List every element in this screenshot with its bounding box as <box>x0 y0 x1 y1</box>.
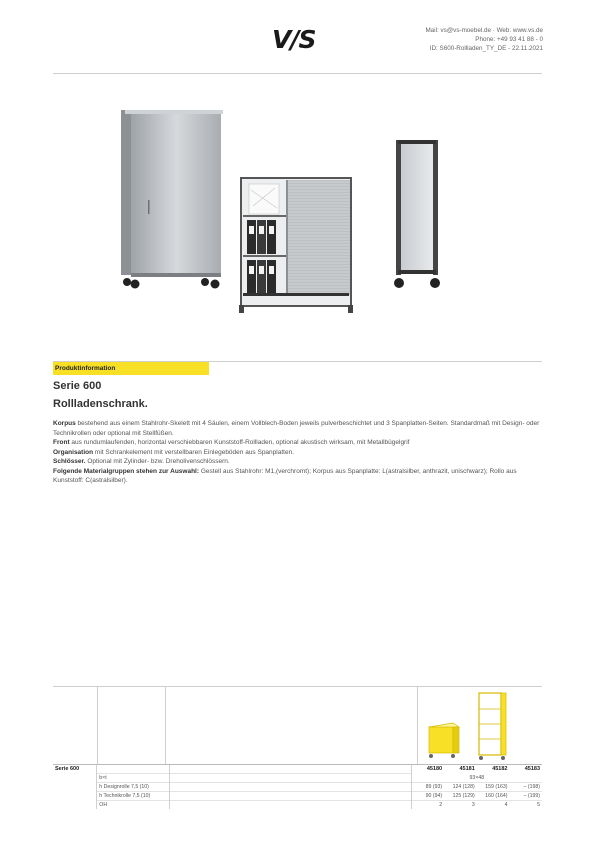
cabinet-small-icon <box>429 723 459 758</box>
table-cell: 2 <box>411 801 444 810</box>
spec-illustration-area <box>53 687 542 764</box>
table-cell: 125 (129) <box>444 792 477 801</box>
document-id: ID: S600-Rollladen_TY_DE - 22.11.2021 <box>429 45 543 52</box>
article-code: 45183 <box>509 765 542 774</box>
description-paragraph <box>53 438 545 448</box>
table-row <box>53 792 542 801</box>
empty-cell <box>169 774 411 783</box>
description-term: Korpus <box>53 420 76 427</box>
empty-cell <box>53 792 97 801</box>
row-label: OH <box>97 801 169 810</box>
table-row <box>53 801 542 810</box>
description-text: bestehend aus einem Stahlrohr-Skelett mit 4 Säulen, einem Vollblech-Boden jeweils pulverbeschichtet und 3 Spanplatten-Seiten. Standardmaß mit Design- oder Technikrollen oder optional mit Stellfüßen. <box>53 420 540 437</box>
table-row <box>53 783 542 792</box>
description-text: Gestell aus Stahlrohr: M1,(verchromt); Korpus aus Spanplatte: L(astralsilber, anthrazit, unischwarz); Rollo aus Kunststoff: C(astralsilber). <box>53 467 517 484</box>
table-cell: 124 (128) <box>444 783 477 792</box>
row-label: h Designrolle 7,5 (10) <box>97 783 169 792</box>
row-label: b×t <box>97 774 169 783</box>
contact-phone: Phone: +49 93 41 88 - 0 <box>475 36 543 43</box>
cabinet-closed-image <box>121 110 223 289</box>
product-images <box>53 100 542 320</box>
description-term: Schlösser. <box>53 458 86 465</box>
table-cell: 90 (94) <box>411 792 444 801</box>
description-term: Folgende Materialgruppen stehen zur Auswahl: <box>53 467 200 475</box>
cabinet-open-image <box>239 178 353 313</box>
article-code: 45180 <box>411 765 444 774</box>
description-paragraph <box>53 419 545 438</box>
empty-cell <box>169 765 411 774</box>
column-divider <box>417 687 418 764</box>
empty-cell <box>53 774 97 783</box>
table-row <box>53 774 542 783</box>
empty-cell <box>53 783 97 792</box>
table-cell: – (199) <box>509 792 542 801</box>
row-label: h Technikrolle 7,5 (10) <box>97 792 169 801</box>
series-title: Serie 600 <box>53 380 102 392</box>
empty-cell <box>53 801 97 810</box>
description-text: Optional mit Zylinder- bzw. Dreholivenschlössern. <box>85 458 230 465</box>
series-cell: Serie 600 <box>53 765 97 774</box>
table-cell: 4 <box>477 801 510 810</box>
table-cell: 160 (164) <box>477 792 510 801</box>
empty-cell <box>169 783 411 792</box>
contact-mail-web: Mail: vs@vs-moebel.de · Web: www.vs.de <box>425 27 543 34</box>
spec-table <box>53 764 542 809</box>
description-paragraph <box>53 448 545 458</box>
description-text: aus rundumlaufenden, horizontal verschiebbaren Kunststoff-Rollladen, optional akustisch wirksam, mit Metallbügelgrif <box>69 439 410 446</box>
empty-cell <box>97 765 169 774</box>
column-divider <box>165 687 166 764</box>
description-term: Organisation <box>53 448 94 456</box>
spec-table-block <box>53 686 542 809</box>
description-paragraph <box>53 457 545 467</box>
article-code: 45181 <box>444 765 477 774</box>
column-divider <box>97 687 98 764</box>
header-divider <box>53 73 542 74</box>
spec-header-row <box>53 765 542 774</box>
dimension-value: 93×48 <box>411 774 542 783</box>
product-title: Rollladenschrank. <box>53 398 148 410</box>
table-cell: 159 (163) <box>477 783 510 792</box>
product-description <box>53 419 545 486</box>
description-paragraph <box>53 467 545 486</box>
cabinet-size-icons <box>423 689 541 763</box>
table-cell: 3 <box>444 801 477 810</box>
empty-cell <box>169 801 411 810</box>
cabinet-tall-icon <box>479 693 506 760</box>
table-cell: 5 <box>509 801 542 810</box>
description-term: Front <box>53 439 70 446</box>
cabinet-side-image <box>394 140 440 288</box>
article-code: 45182 <box>477 765 510 774</box>
table-cell: – (198) <box>509 783 542 792</box>
empty-cell <box>169 792 411 801</box>
contact-block <box>425 26 543 53</box>
table-cell: 89 (93) <box>411 783 444 792</box>
section-tag: Produktinformation <box>53 362 209 375</box>
brand-logo: V/S <box>272 25 316 54</box>
description-text: mit Schrankelement mit verstellbaren Einlegeböden aus Spanplatten. <box>93 448 294 456</box>
